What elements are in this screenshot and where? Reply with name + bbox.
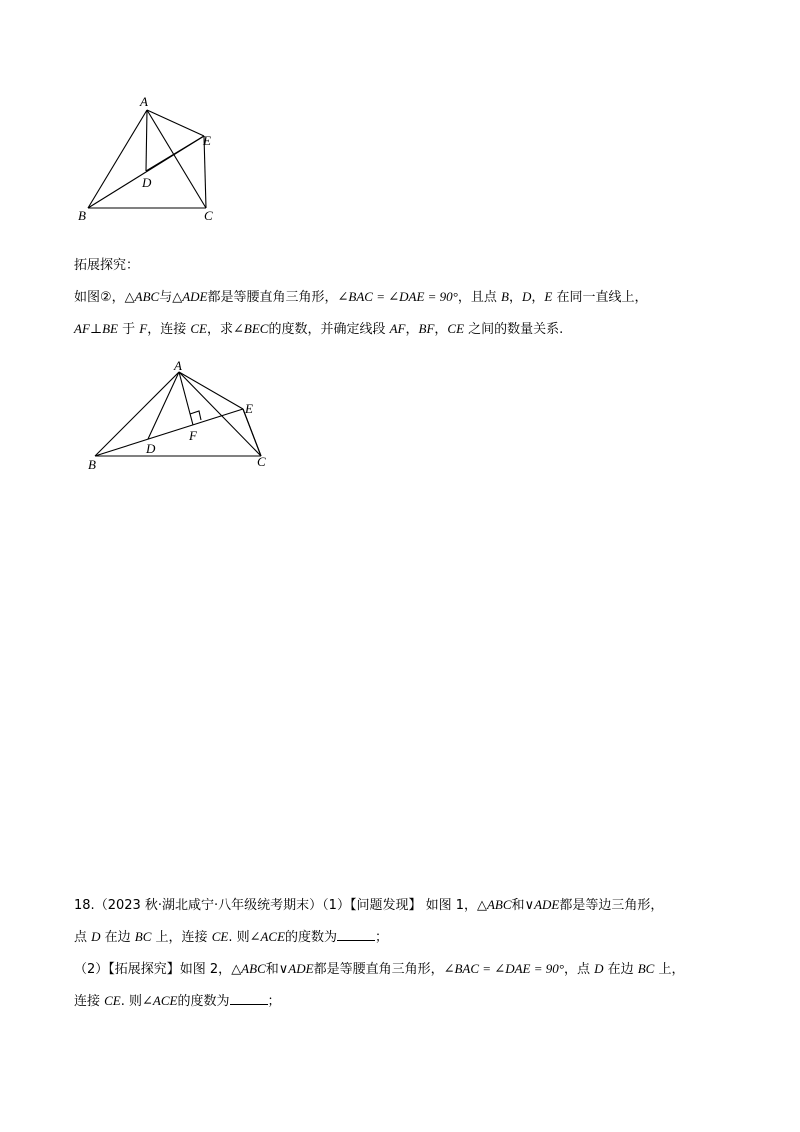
figure-2-label-f: F <box>189 428 197 443</box>
answer-blank-2[interactable] <box>230 992 268 1005</box>
figure-1-label-b: B <box>78 208 86 223</box>
extension-line-2: AF⊥BE 于 F，连接 CE，求∠BEC的度数，并确定线段 AF，BF，CE 之间的数量关系. <box>74 321 564 337</box>
figure-2-label-c: C <box>257 454 266 469</box>
angle-bac-dae: ∠BAC = ∠DAE = 90° <box>337 289 458 304</box>
figure-1-label-a: A <box>140 94 148 109</box>
question-18-line-3: （2）【拓展探究】如图 2，△ABC和∨ADE都是等腰直角三角形，∠BAC = ∠DAE = 90°，点 D 在边 BC 上， <box>74 961 685 977</box>
question-18-line-1: 18.（2023 秋·湖北咸宁·八年级统考期末）（1）【问题发现】 如图 1，△ABC和∨ADE都是等边三角形， <box>74 897 664 913</box>
figure-1-label-e: E <box>203 133 211 148</box>
figure-1-label-d: D <box>142 175 152 190</box>
figure-2-label-a: A <box>174 358 182 373</box>
figure-1 <box>70 88 230 228</box>
figure-2-label-d: D <box>146 441 156 456</box>
question-18-line-2: 点 D 在边 BC 上，连接 CE. 则∠ACE的度数为 ； <box>74 929 389 945</box>
figure-2 <box>80 356 280 476</box>
figure-1-diagram <box>70 88 230 228</box>
question-source: （2023 秋·湖北咸宁·八年级统考期末）（1）【问题发现】 如图 1， <box>94 898 477 913</box>
question-18-line-4: 连接 CE. 则∠ACE的度数为 ； <box>74 993 281 1009</box>
angle-bec: ∠BEC <box>233 321 269 336</box>
answer-blank-1[interactable] <box>337 928 375 941</box>
extension-line-1: 如图②，△ABC与△ADE都是等腰直角三角形，∠BAC = ∠DAE = 90°，且点 B，D，E 在同一直线上， <box>74 289 648 305</box>
extension-heading: 拓展探究： <box>74 258 140 273</box>
question-number: 18. <box>74 898 95 913</box>
figure-2-label-e: E <box>245 401 253 416</box>
figure-2-label-b: B <box>88 457 96 472</box>
figure-1-label-c: C <box>204 208 213 223</box>
figure-2-diagram <box>80 356 280 476</box>
